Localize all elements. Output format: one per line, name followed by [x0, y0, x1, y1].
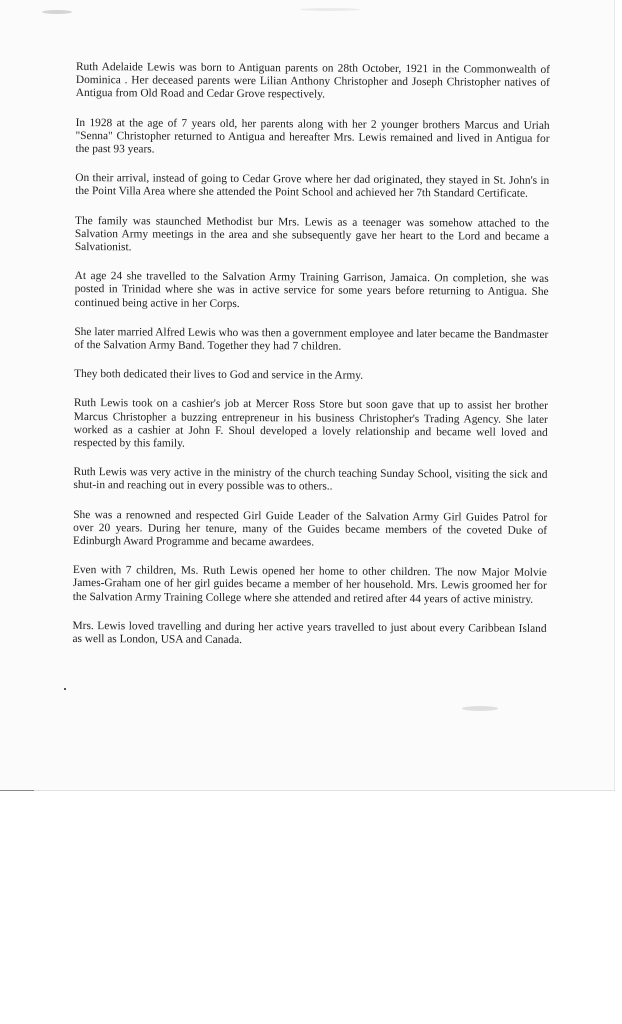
paragraph-ministry: Ruth Lewis was very active in the ministry of the church teaching Sunday School, visiting the sick and shut-in and reaching out in every possible was to others.. — [73, 466, 548, 494]
paragraph-dedication: They both dedicated their lives to God and service in the Army. — [74, 368, 364, 383]
paragraph-arrival: On their arrival, instead of going to Cedar Grove where her dad originated, they stayed in St. John's in the Point Villa Area where she attended the Point School and achieved her 7th Standard Certificate. — [75, 172, 550, 201]
paragraph-travel: Mrs. Lewis loved travelling and during her active years travelled to just about every Caribbean Island as well as London, USA and Canada. — [72, 619, 547, 647]
scan-smudge-top-left — [42, 10, 72, 14]
paragraph-marriage: She later married Alfred Lewis who was then a government employee and later became the Bandmaster of the Salvation Army Band. Together they had 7 children. — [74, 325, 549, 353]
scan-smudge-top-center — [300, 8, 360, 11]
paragraph-household: Even with 7 children, Ms. Ruth Lewis opened her home to other children. The now Major Molvie James-Graham one of her girl guides became a member of her household. Mrs. Lewis groomed her for the Salvation Army Training College where she attended and retired after 44 years of active ministry. — [72, 564, 547, 606]
paragraph-birth: Ruth Adelaide Lewis was born to Antiguan parents on 28th October, 1921 in the Commonwealth of Dominica . Her deceased parents were Lilian Anthony Christopher and Joseph Christopher natives of Antigua from Old Road and Cedar Grove respectively. — [75, 61, 550, 101]
paragraph-salvationist: The family was staunched Methodist bur Mrs. Lewis as a teenager was somehow attached to the Salvation Army meetings in the area and she subsequently gave her heart to the Lord and became a Salvationist. — [74, 214, 550, 254]
document-body — [72, 61, 550, 665]
scan-smudge-lower-right — [462, 706, 498, 711]
paragraph-return-to-antigua: In 1928 at the age of 7 years old, her parents along with her 2 younger brothers Marcus and Uriah "Senna" Christopher returned to Antigua and hereafter Mrs. Lewis remained and lived in Antigua for the past 93 years. — [75, 116, 550, 156]
scan-edge-line — [0, 790, 34, 791]
stray-mark — [64, 688, 66, 690]
paragraph-career: Ruth Lewis took on a cashier's job at Mercer Ross Store but soon gave that up to assist her brother Marcus Christopher a buzzing entrepreneur in his business Christopher's Trading Agency. She later worked as a cashier at John F. Shoul developed a lovely relationship and became well loved and respected by this family. — [73, 397, 548, 450]
paragraph-training: At age 24 she travelled to the Salvation Army Training Garrison, Jamaica. On completion, she was posted in Trinidad where she was in active service for some years before returning to Antigua. She continued being active in her Corps. — [74, 270, 549, 310]
paragraph-girl-guides: She was a renowned and respected Girl Guide Leader of the Salvation Army Girl Guides Patrol for over 20 years. During her tenure, many of the Guides became members of the coveted Duke of Edinburgh Award Programme and became awardees. — [73, 508, 548, 549]
